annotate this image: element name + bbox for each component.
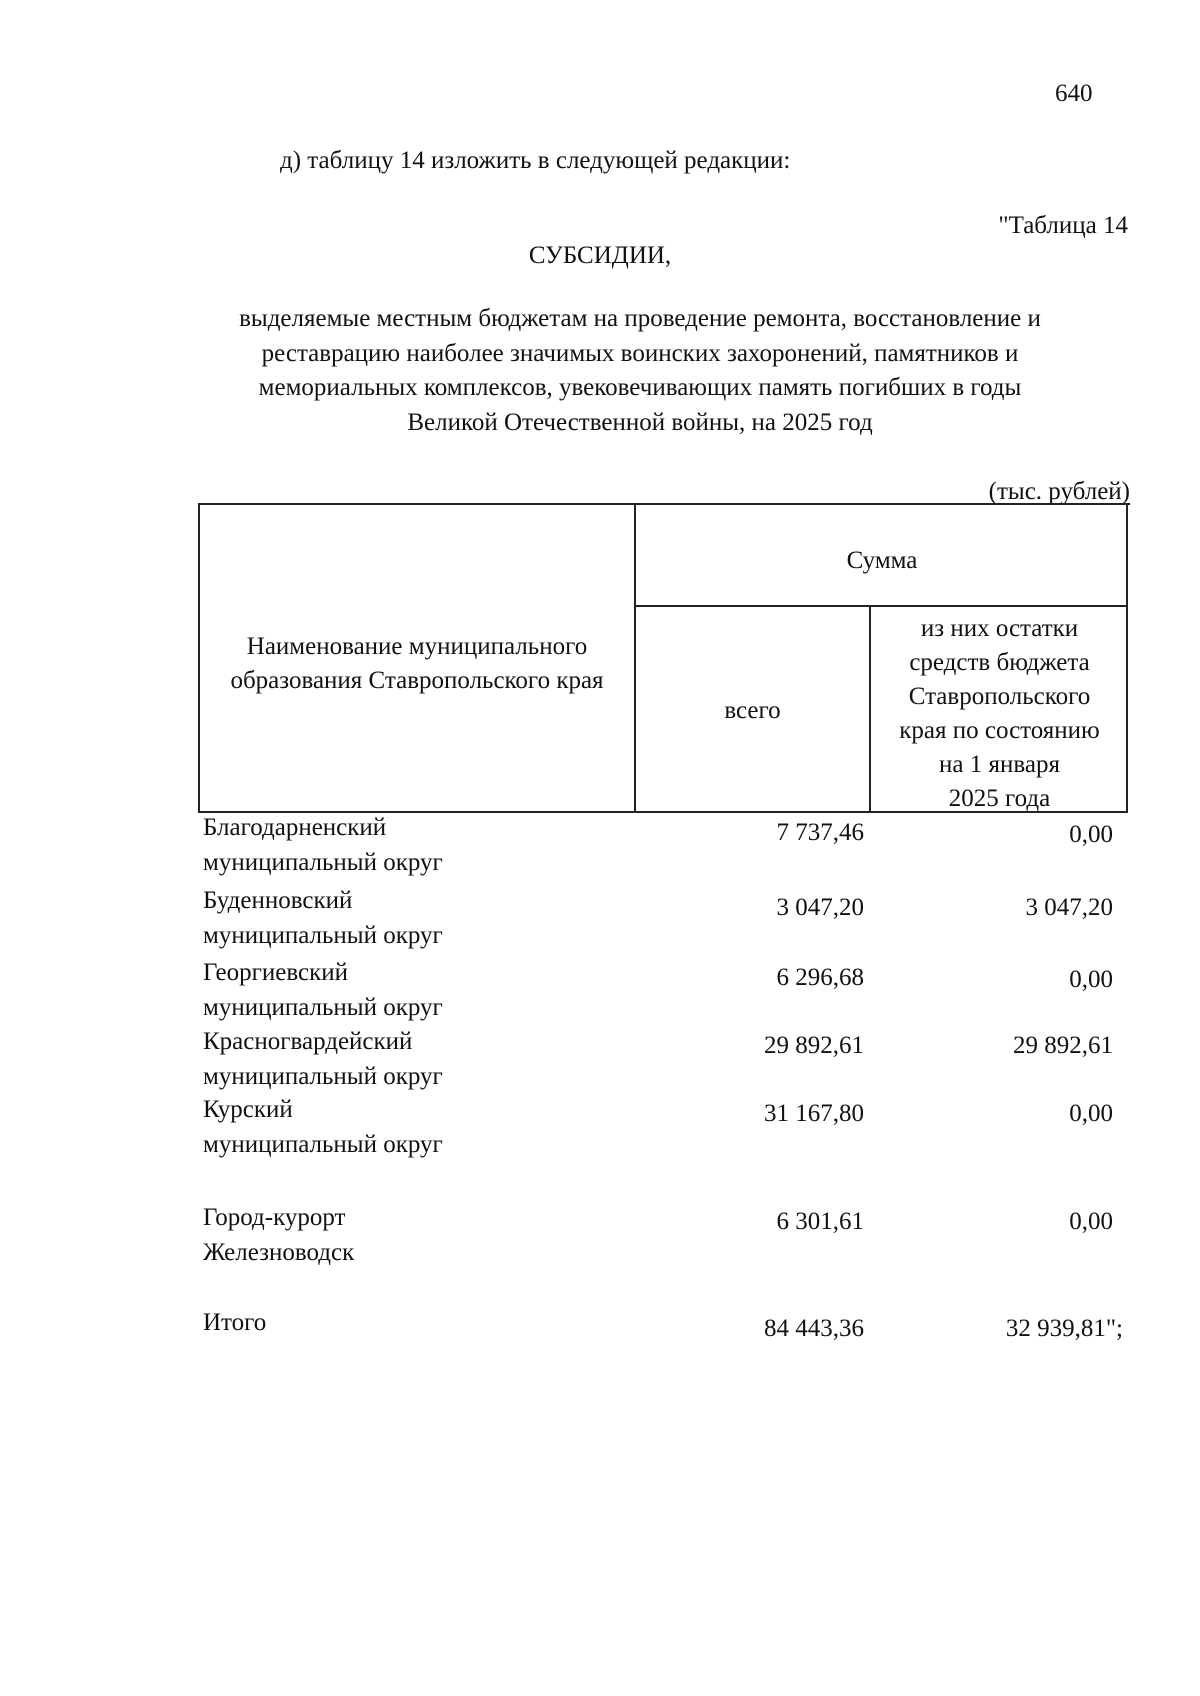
table-row-name (203, 1092, 603, 1162)
document-title: СУБСИДИИ, (528, 242, 672, 269)
row-name-line: Благодарненский (203, 814, 387, 841)
row-name-line: Курский (203, 1096, 293, 1123)
header-name-line: Наименование муниципального (246, 633, 588, 660)
subtitle-line: Великой Отечественной войны, на 2025 год (407, 408, 873, 436)
summary-label: Итого (203, 1309, 267, 1336)
subtitle-line: выделяемые местным бюджетам на проведение ремонта, восстановление и (239, 305, 1041, 332)
row-rest-value: 0,00 (1069, 1208, 1113, 1235)
row-total-value: 31 167,80 (764, 1100, 864, 1127)
subtitle-line: мемориальных комплексов, увековечивающих память погибших в годы (258, 374, 1022, 401)
row-name-line: Красногвардейский (203, 1028, 413, 1055)
row-name-line: муниципальный округ (203, 994, 443, 1021)
table-row-name (203, 883, 603, 953)
header-name-line: образования Ставропольского края (230, 667, 604, 694)
units-label: (тыс. рублей) (988, 478, 1130, 505)
header-name-column (200, 630, 634, 698)
table-divider (634, 605, 1128, 607)
row-total-value: 3 047,20 (776, 894, 864, 921)
header-rest-line: 2025 года (948, 785, 1051, 812)
table-row-name (203, 1200, 603, 1270)
instruction-text: д) таблицу 14 изложить в следующей редакции: (280, 147, 791, 174)
row-rest-value: 0,00 (1069, 821, 1113, 848)
row-name-line: муниципальный округ (203, 849, 443, 876)
summary-total-value: 84 443,36 (764, 1315, 864, 1342)
header-sum: Сумма (846, 547, 918, 574)
header-rest-line: из них остатки (920, 615, 1079, 642)
row-name-line: Железноводск (203, 1239, 355, 1266)
header-rest-column (871, 612, 1128, 816)
header-total: всего (724, 697, 781, 724)
row-total-value: 29 892,61 (764, 1032, 864, 1059)
row-total-value: 6 296,68 (776, 964, 864, 991)
row-total-value: 7 737,46 (776, 819, 864, 846)
header-rest-line: Ставропольского (908, 683, 1091, 710)
header-rest-line: средств бюджета (909, 649, 1090, 676)
table-caption: "Таблица 14 (998, 212, 1128, 239)
page-number: 640 (1055, 80, 1093, 107)
row-name-line: Георгиевский (203, 959, 349, 986)
summary-rest-value: 32 939,81"; (1005, 1315, 1123, 1342)
header-rest-line: края по состоянию (899, 717, 1100, 744)
row-rest-value: 29 892,61 (1013, 1032, 1113, 1059)
row-name-line: Буденновский (203, 887, 353, 914)
subtitle-line: реставрацию наиболее значимых воинских захоронений, памятников и (261, 339, 1019, 367)
row-name-line: муниципальный округ (203, 1063, 443, 1090)
row-total-value: 6 301,61 (776, 1208, 864, 1235)
document-subtitle (190, 302, 1090, 440)
header-rest-line: на 1 января (939, 751, 1060, 778)
row-name-line: Город-курорт (203, 1204, 346, 1231)
row-name-line: муниципальный округ (203, 922, 443, 949)
table-row-name (203, 1024, 603, 1094)
row-rest-value: 0,00 (1069, 966, 1113, 993)
row-rest-value: 0,00 (1069, 1100, 1113, 1127)
table-row-name (203, 955, 603, 1025)
row-name-line: муниципальный округ (203, 1131, 443, 1158)
table-row-name (203, 810, 603, 880)
row-rest-value: 3 047,20 (1025, 894, 1113, 921)
